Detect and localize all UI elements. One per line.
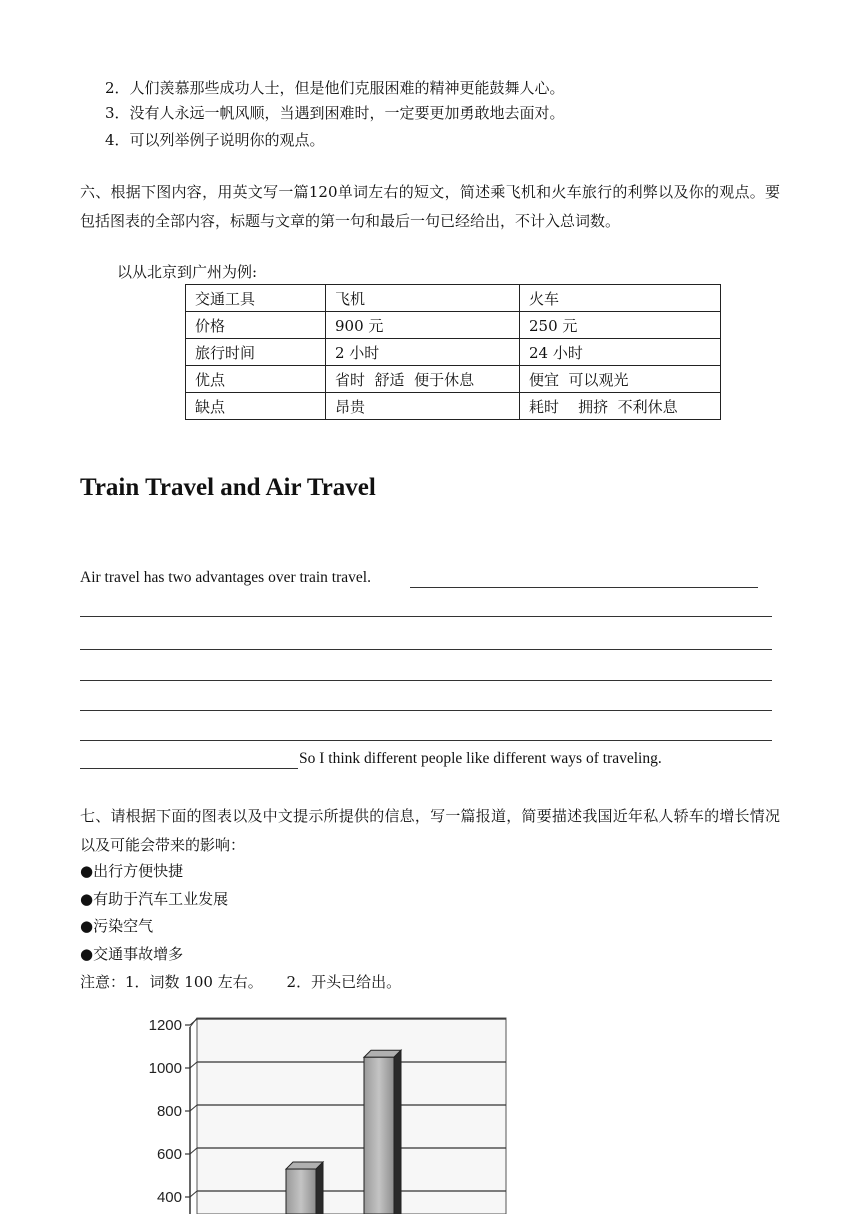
y-tick-label: 600 [156, 1146, 182, 1163]
section6-example-label: 以从北京到广州为例: [117, 263, 258, 281]
table-cell: 耗时 拥挤 不利休息 [520, 393, 721, 420]
table-cell: 缺点 [186, 393, 326, 420]
essay-first-sentence: Air travel has two advantages over train travel. [80, 569, 371, 586]
gridline-depth [190, 1062, 197, 1068]
table-cell: 便宜 可以观光 [520, 366, 721, 393]
bullet-item: ●交通事故增多 [80, 945, 184, 963]
gridline-depth [190, 1191, 197, 1197]
table-cell: 900 元 [326, 312, 520, 339]
bar [364, 1057, 394, 1214]
prev-list-item-4: 4．可以列举例子说明你的观点。 [105, 131, 325, 149]
essay-title: Train Travel and Air Travel [80, 474, 376, 501]
prev-list-item-2: 2．人们羡慕那些成功人士，但是他们克服困难的精神更能鼓舞人心。 [105, 79, 565, 97]
table-cell: 2 小时 [326, 339, 520, 366]
y-tick-label: 1000 [148, 1060, 182, 1077]
table-cell: 火车 [520, 285, 721, 312]
table-cell: 飞机 [326, 285, 520, 312]
bar-side [316, 1162, 323, 1214]
section7-prompt: 七、请根据下面的图表以及中文提示所提供的信息，写一篇报道，简要描述我国近年私人轿车的增长情况以及可能会带来的影响： [80, 807, 780, 854]
table-cell: 省时 舒适 便于休息 [326, 366, 520, 393]
table-cell: 24 小时 [520, 339, 721, 366]
essay-last-sentence: So I think different people like different ways of traveling. [299, 750, 662, 767]
table-cell: 交通工具 [186, 285, 326, 312]
table-cell: 优点 [186, 366, 326, 393]
bullet-item: ●污染空气 [80, 917, 154, 935]
y-tick-label: 800 [156, 1103, 182, 1120]
bar [286, 1169, 316, 1214]
table-cell: 250 元 [520, 312, 721, 339]
chart-plot-area [197, 1018, 506, 1214]
gridline-depth [190, 1148, 197, 1154]
gridline-depth [190, 1105, 197, 1111]
bullet-item: ●有助于汽车工业发展 [80, 890, 229, 908]
section7-note: 注意：1．词数 100 左右。 2．开头已给出。 [80, 973, 402, 991]
bar-side [394, 1050, 401, 1214]
y-tick-label: 1200 [148, 1017, 182, 1034]
table-cell: 价格 [186, 312, 326, 339]
table-cell: 旅行时间 [186, 339, 326, 366]
bullet-item: ●出行方便快捷 [80, 862, 184, 880]
section6-prompt: 六、根据下图内容，用英文写一篇120单词左右的短文，简述乘飞机和火车旅行的利弊以及你的观点。要包括图表的全部内容，标题与文章的第一句和最后一句已经给出，不计入总词数。 [80, 183, 780, 230]
table-cell: 昂贵 [326, 393, 520, 420]
gridline-depth [190, 1019, 197, 1025]
prev-list-item-3: 3．没有人永远一帆风顺，当遇到困难时，一定要更加勇敢地去面对。 [105, 104, 565, 122]
y-tick-label: 400 [156, 1189, 182, 1206]
